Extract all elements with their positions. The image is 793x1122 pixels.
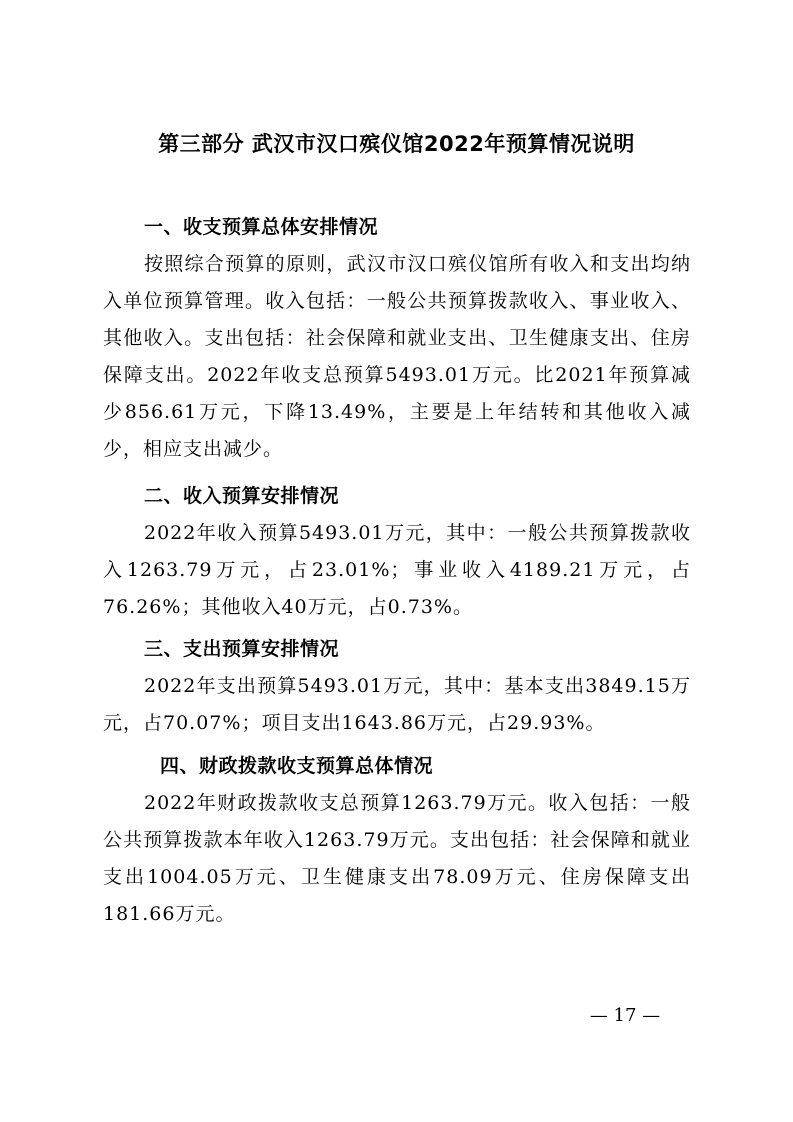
page-number: — 17 — xyxy=(589,1005,661,1026)
section-body-4: 2022年财政拨款收支总预算1263.79万元。收入包括：一般公共预算拨款本年收入1263.79万元。支出包括：社会保障和就业支出1004.05万元、卫生健康支出78.09万元、住房保障支出181.66万元。 xyxy=(103,792,691,925)
section-heading-1: 一、收支预算总体安排情况 xyxy=(144,216,379,238)
section-body-2: 2022年收入预算5493.01万元，其中：一般公共预算拨款收入1263.79万元，占23.01%；事业收入4189.21万元，占76.26%；其他收入40万元，占0.73%。 xyxy=(103,522,691,618)
section-body-1: 按照综合预算的原则，武汉市汉口殡仪馆所有收入和支出均纳入单位预算管理。收入包括：一般公共预算拨款收入、事业收入、其他收入。支出包括：社会保障和就业支出、卫生健康支出、住房保障支出。2022年收支总预算5493.01万元。比2021年预算减少856.61万元，下降13.49%，主要是上年结转和其他收入减少，相应支出减少。 xyxy=(103,253,691,460)
page-title: 第三部分 武汉市汉口殡仪馆2022年预算情况说明 xyxy=(158,132,635,156)
section-heading-2: 二、收入预算安排情况 xyxy=(144,485,340,507)
section-heading-4: 四、财政拨款收支预算总体情况 xyxy=(160,755,434,777)
section-body-3: 2022年支出预算5493.01万元，其中：基本支出3849.15万元，占70.07%；项目支出1643.86万元，占29.93%。 xyxy=(103,675,691,734)
section-heading-3: 三、支出预算安排情况 xyxy=(144,638,340,660)
